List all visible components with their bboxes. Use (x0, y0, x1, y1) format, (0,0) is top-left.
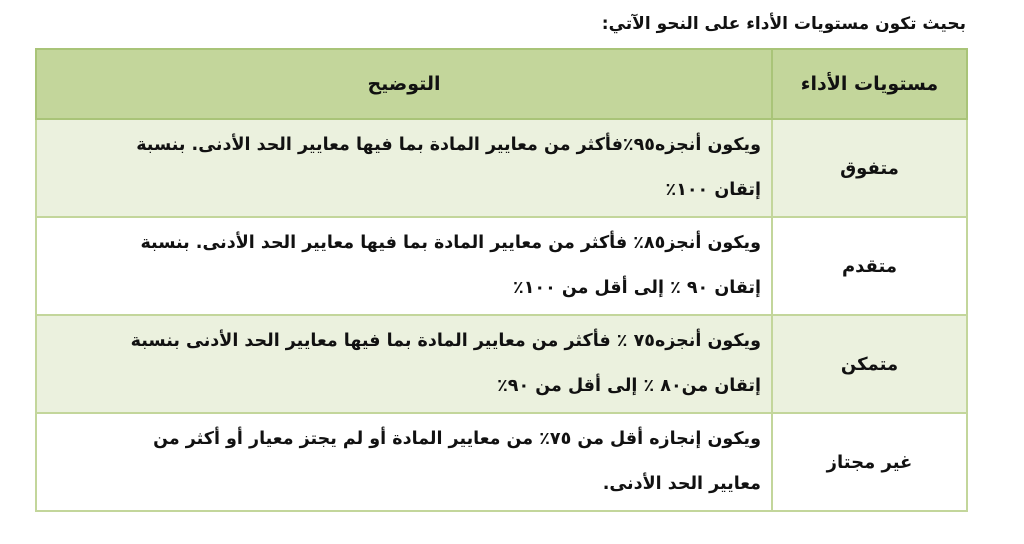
table-row (36, 413, 967, 511)
header-level: مستويات الأداء (772, 49, 967, 119)
level-cell: متمكن (772, 315, 967, 413)
description-cell (36, 413, 772, 511)
table-row (36, 217, 967, 315)
description-line: إتقان من٨٠ ٪ إلى أقل من ٩٠٪ (497, 376, 761, 396)
table-header-row (36, 49, 967, 119)
description-cell (36, 315, 772, 413)
intro-text: بحيث تكون مستويات الأداء على النحو الآتي: (601, 14, 966, 34)
description-line: ويكون أنجز٨٥٪ فأكثر من معايير المادة بما فيها معايير الحد الأدنى. بنسبة (140, 233, 761, 253)
description-line: معايير الحد الأدنى. (602, 474, 761, 494)
description-line: إتقان ٩٠ ٪ إلى أقل من ١٠٠٪ (513, 278, 761, 298)
table-row (36, 119, 967, 217)
level-cell: متفوق (772, 119, 967, 217)
description-line: ويكون إنجازه أقل من ٧٥٪ من معايير المادة أو لم يجتز معيار أو أكثر من (153, 429, 761, 449)
level-cell: غير مجتاز (772, 413, 967, 511)
header-description: التوضيح (36, 49, 772, 119)
description-line: ويكون أنجزه٧٥ ٪ فأكثر من معايير المادة بما فيها معايير الحد الأدنى بنسبة (130, 331, 761, 351)
level-cell: متقدم (772, 217, 967, 315)
performance-levels-table (35, 48, 968, 512)
description-line: إتقان ١٠٠٪ (665, 180, 761, 200)
description-cell (36, 217, 772, 315)
description-cell (36, 119, 772, 217)
table-row (36, 315, 967, 413)
description-line: ويكون أنجزه٩٥٪فأكثر من معايير المادة بما فيها معايير الحد الأدنى. بنسبة (136, 135, 761, 155)
